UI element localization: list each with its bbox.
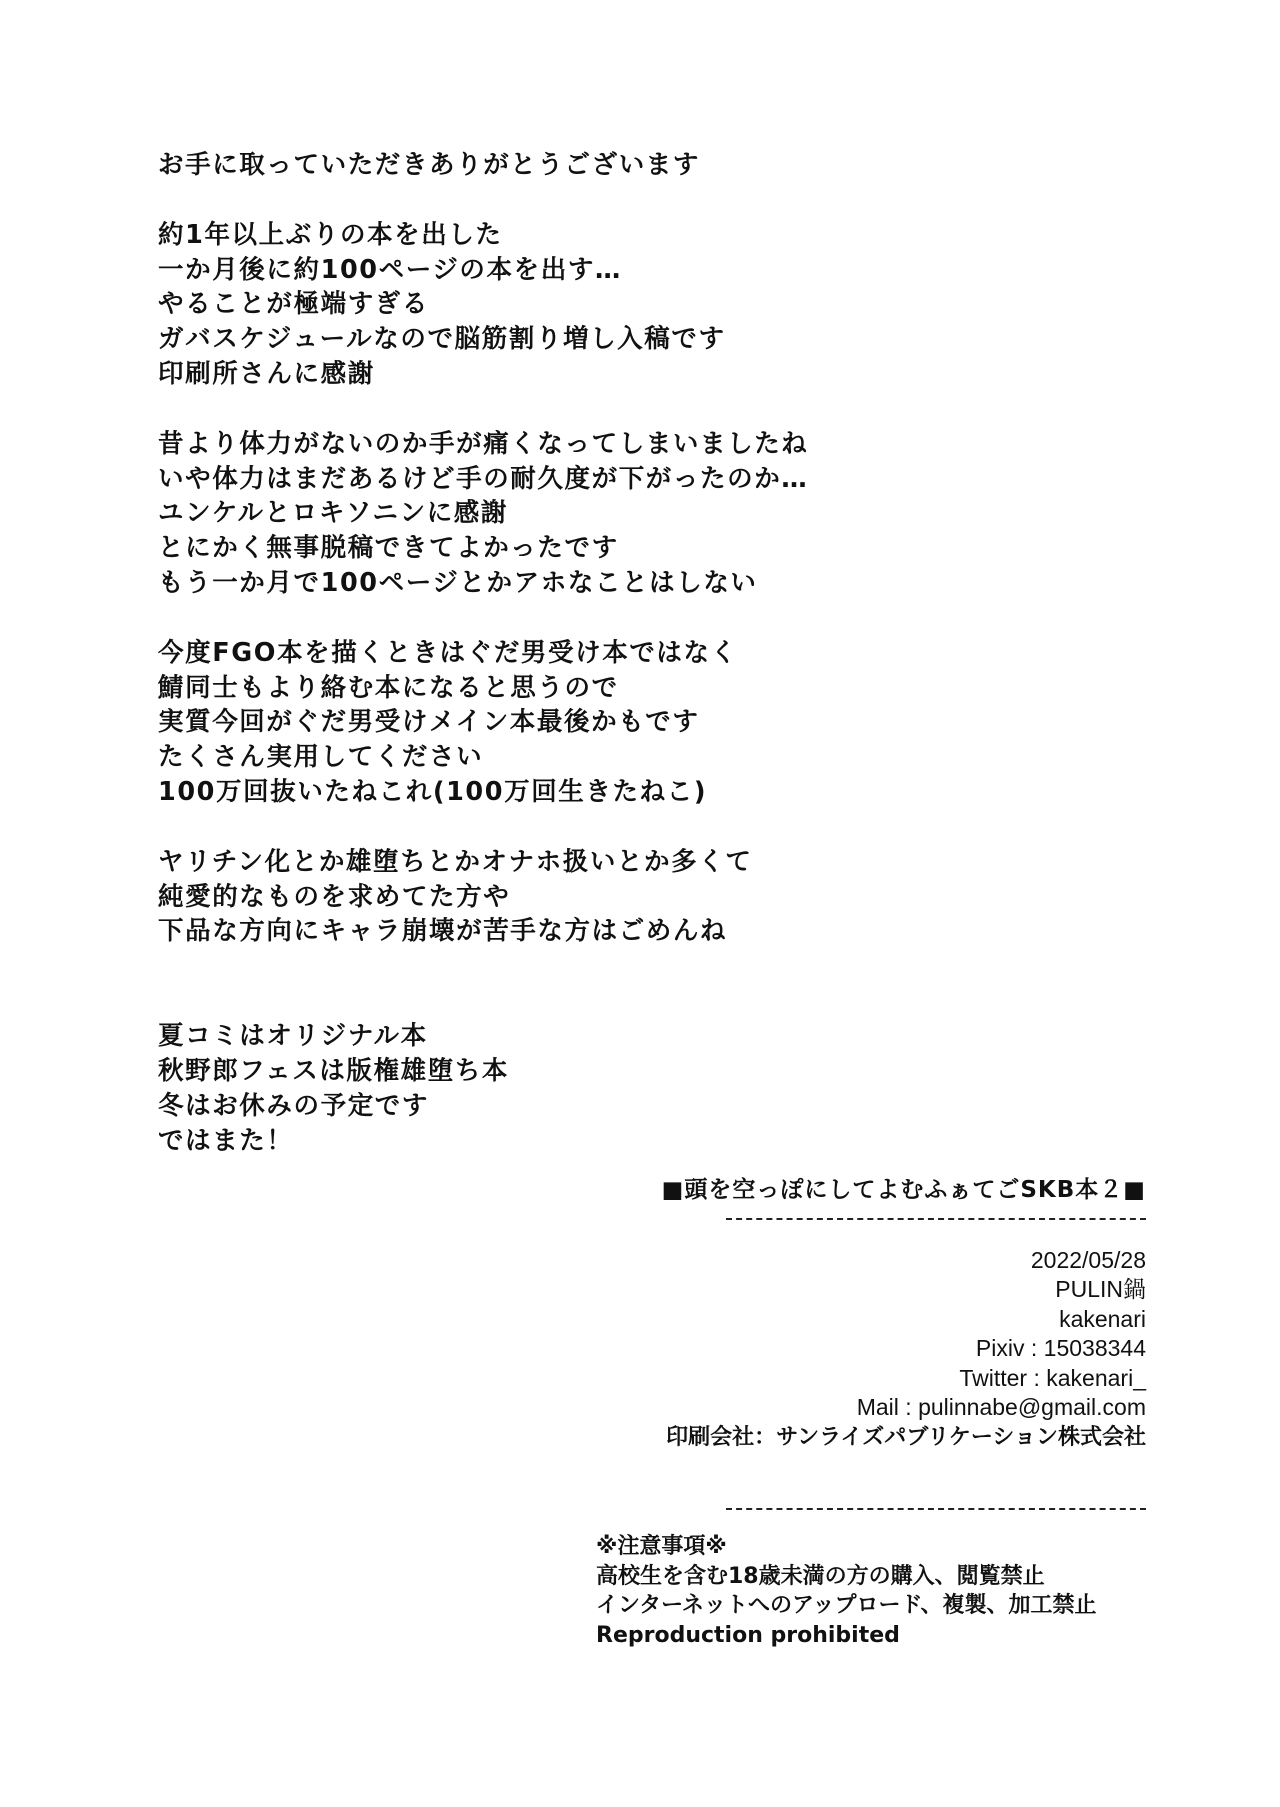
afterword-paragraph xyxy=(158,636,1138,810)
mail-address: Mail : pulinnabe@gmail.com xyxy=(856,1394,1146,1420)
text-line: 約1年以上ぶりの本を出した xyxy=(158,219,503,250)
text-line: 純愛的なものを求めてた方や xyxy=(158,881,511,912)
afterword-paragraph xyxy=(158,845,1138,949)
afterword-paragraph xyxy=(158,1019,1138,1158)
colophon xyxy=(586,1176,1146,1520)
text-line: 100万回抜いたねこれ(100万回生きたねこ) xyxy=(158,776,708,807)
text-line: ヤリチン化とか雄堕ちとかオナホ扱いとか多くて xyxy=(158,846,753,877)
twitter-handle: Twitter : kakenari_ xyxy=(959,1364,1146,1391)
author-name: kakenari xyxy=(1059,1305,1146,1332)
dashed-divider xyxy=(726,1218,1146,1220)
dashed-divider xyxy=(726,1508,1146,1510)
afterword-paragraph xyxy=(158,218,1138,392)
text-line: 昔より体力がないのか手が痛くなってしまいましたね xyxy=(158,428,809,459)
notice-line: インターネットへのアップロード、複製、加工禁止 xyxy=(596,1593,1097,1618)
afterword-text xyxy=(158,148,1138,1193)
afterword-paragraph xyxy=(158,148,1138,183)
text-line: もう一か月で100ページとかアホなことはしない xyxy=(158,567,758,598)
notice-heading: ※注意事項※ xyxy=(596,1534,727,1559)
circle-name: PULIN鍋 xyxy=(1055,1276,1146,1302)
notice-block xyxy=(596,1532,1196,1650)
text-line: 夏コミはオリジナル本 xyxy=(158,1021,428,1052)
text-line: たくさん実用してください xyxy=(158,742,484,773)
printer-company: 印刷会社：サンライズパブリケーション株式会社 xyxy=(666,1424,1146,1450)
text-line: 下品な方向にキャラ崩壊が苦手な方はごめんね xyxy=(158,916,728,947)
text-line: 印刷所さんに感謝 xyxy=(158,358,375,389)
publish-date: 2022/05/28 xyxy=(1030,1246,1146,1273)
text-line: 冬はお休みの予定です xyxy=(158,1090,430,1121)
text-line: 今度FGO本を描くときはぐだ男受け本ではなく xyxy=(158,637,738,668)
afterword-paragraph xyxy=(158,427,1138,601)
text-line: 実質今回がぐだ男受けメイン本最後かもです xyxy=(158,707,700,738)
pixiv-id: Pixiv : 15038344 xyxy=(975,1335,1146,1361)
notice-line: 高校生を含む18歳未満の方の購入、閲覧禁止 xyxy=(596,1563,1045,1589)
text-line: 秋野郎フェスは版権雄堕ち本 xyxy=(158,1055,510,1086)
text-line: ガバスケジュールなので脳筋割り増し入稿です xyxy=(158,324,726,355)
text-line: いや体力はまだあるけど手の耐久度が下がったのか… xyxy=(158,463,809,494)
text-line: とにかく無事脱稿できてよかったです xyxy=(158,533,619,564)
text-line: ではまた！ xyxy=(158,1125,294,1156)
text-line: やることが極端すぎる xyxy=(158,289,430,320)
text-line: 鯖同士もより絡む本になると思うので xyxy=(158,672,619,703)
notice-line: Reproduction prohibited xyxy=(596,1622,900,1648)
text-line: ユンケルとロキソニンに感謝 xyxy=(158,498,509,529)
book-title: ■頭を空っぽにしてよむふぁてごSKB本２■ xyxy=(661,1177,1146,1203)
text-line: 一か月後に約100ページの本を出す… xyxy=(158,254,623,285)
text-line: お手に取っていただきありがとうございます xyxy=(158,150,701,180)
